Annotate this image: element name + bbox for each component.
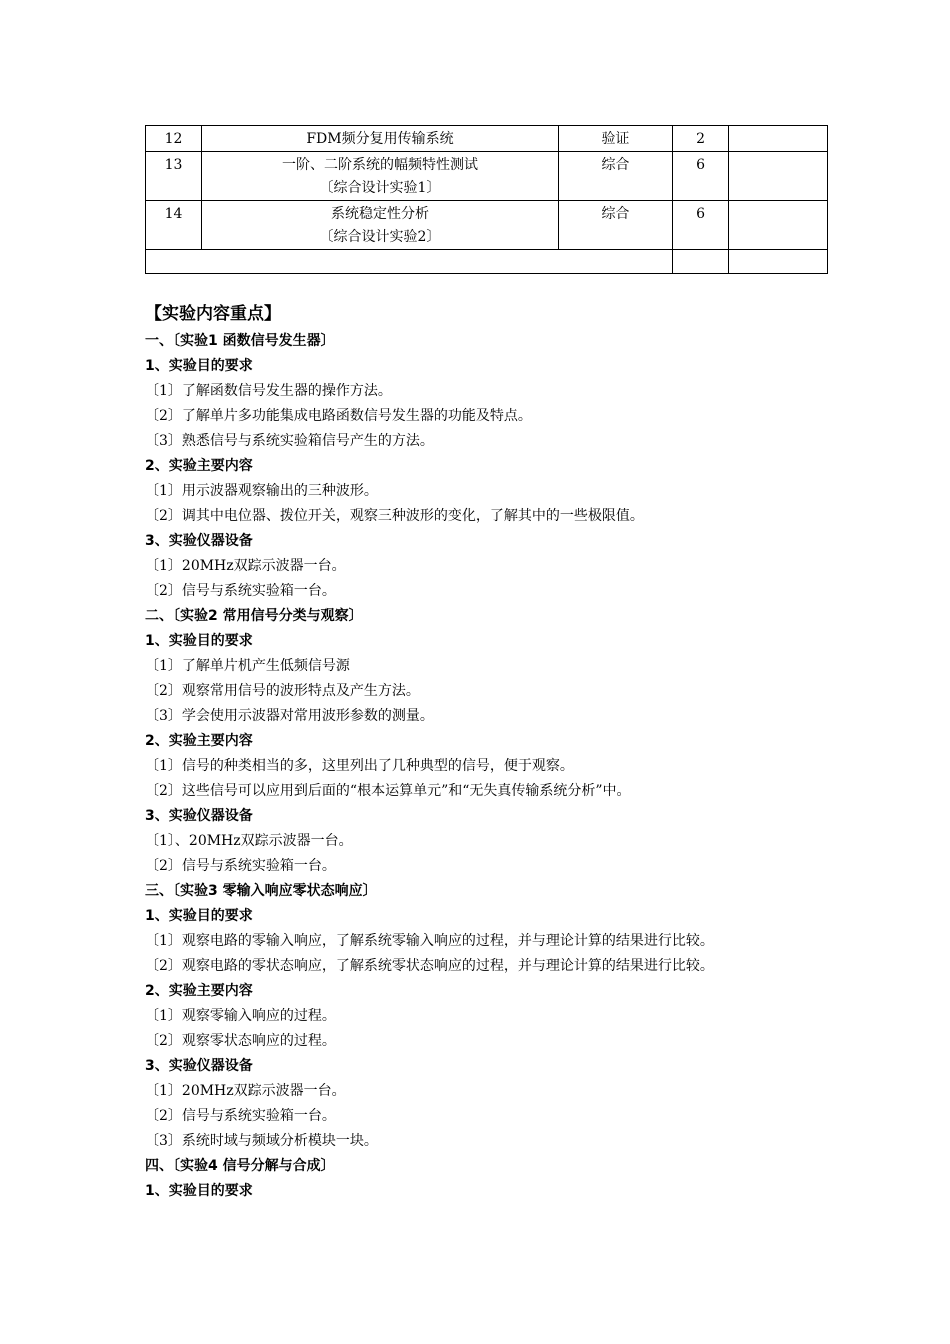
- table-cell-name-line: 〔综合设计实验1〕: [319, 180, 441, 196]
- table-cell-name: [202, 152, 559, 201]
- text-line: 〔2〕观察零状态响应的过程。: [145, 1033, 336, 1049]
- text-line: 〔2〕信号与系统实验箱一台。: [145, 583, 336, 599]
- text-line: 〔1〕观察零输入响应的过程。: [145, 1008, 336, 1024]
- heading-line: 3、实验仪器设备: [145, 533, 253, 549]
- heading-line: 2、实验主要内容: [145, 458, 253, 474]
- text-line: 〔1〕用示波器观察输出的三种波形。: [145, 483, 378, 499]
- text-line: 〔3〕系统时域与频域分析模块一块。: [145, 1133, 378, 1149]
- text-line: 〔1〕、20MHz双踪示波器一台。: [145, 833, 353, 849]
- table-cell-name-line: 〔综合设计实验2〕: [319, 229, 441, 245]
- text-line: 〔2〕这些信号可以应用到后面的“根本运算单元”和“无失真传输系统分析”中。: [145, 783, 631, 799]
- table-cell-number: 13: [146, 152, 202, 201]
- table-cell-name: [202, 126, 559, 152]
- experiment-table-container: [145, 125, 828, 274]
- heading-line: 3、实验仪器设备: [145, 1058, 253, 1074]
- table-cell-note: [729, 152, 828, 201]
- table-cell-name-line: FDM频分复用传输系统: [306, 131, 454, 147]
- experiment-content: [145, 300, 845, 1204]
- table-cell-type: 综合: [558, 152, 672, 201]
- text-line: 〔2〕观察电路的零状态响应，了解系统零状态响应的过程，并与理论计算的结果进行比较。: [145, 958, 714, 974]
- heading-line: 2、实验主要内容: [145, 983, 253, 999]
- heading-line: 3、实验仪器设备: [145, 808, 253, 824]
- heading-line: 1、实验目的要求: [145, 358, 253, 374]
- text-line: 〔1〕了解函数信号发生器的操作方法。: [145, 383, 392, 399]
- table-cell-note: [729, 126, 828, 152]
- heading-line: 1、实验目的要求: [145, 633, 253, 649]
- text-line: 〔2〕观察常用信号的波形特点及产生方法。: [145, 683, 420, 699]
- table-cell-type: 验证: [558, 126, 672, 152]
- table-cell-note: [729, 201, 828, 250]
- table-cell-hours: 2: [673, 126, 729, 152]
- text-line: 〔2〕信号与系统实验箱一台。: [145, 858, 336, 874]
- text-line: 〔1〕了解单片机产生低频信号源: [145, 658, 350, 674]
- text-line: 〔1〕观察电路的零输入响应，了解系统零输入响应的过程，并与理论计算的结果进行比较。: [145, 933, 714, 949]
- heading-line: 2、实验主要内容: [145, 733, 253, 749]
- table-row: [146, 152, 828, 201]
- heading-line: 四、〔实验4 信号分解与合成〕: [145, 1158, 335, 1174]
- heading-line: 二、〔实验2 常用信号分类与观察〕: [145, 608, 363, 624]
- heading-line: 一、〔实验1 函数信号发生器〕: [145, 333, 335, 349]
- heading-line: 1、实验目的要求: [145, 908, 253, 924]
- content-lines: [145, 329, 845, 1204]
- table-cell-hours: [673, 250, 729, 274]
- table-cell-type: 综合: [558, 201, 672, 250]
- text-line: 〔2〕调其中电位器、拨位开关，观察三种波形的变化，了解其中的一些极限值。: [145, 508, 644, 524]
- table-cell-name-line: 一阶、二阶系统的幅频特性测试: [281, 157, 478, 173]
- heading-line: 三、〔实验3 零输入响应零状态响应〕: [145, 883, 377, 899]
- section-title: 【实验内容重点】: [145, 304, 281, 324]
- table-cell-empty: [146, 250, 673, 274]
- text-line: 〔1〕信号的种类相当的多，这里列出了几种典型的信号，便于观察。: [145, 758, 574, 774]
- table-cell-hours: 6: [673, 152, 729, 201]
- table-row: [146, 201, 828, 250]
- experiment-table: [145, 125, 828, 274]
- text-line: 〔1〕20MHz双踪示波器一台。: [145, 558, 346, 574]
- text-line: 〔3〕学会使用示波器对常用波形参数的测量。: [145, 708, 434, 724]
- heading-line: 1、实验目的要求: [145, 1183, 253, 1199]
- table-row: [146, 126, 828, 152]
- table-cell-hours: 6: [673, 201, 729, 250]
- table-row: [146, 250, 828, 274]
- text-line: 〔2〕信号与系统实验箱一台。: [145, 1108, 336, 1124]
- table-cell-name-line: 系统稳定性分析: [330, 206, 429, 222]
- table-cell-name: [202, 201, 559, 250]
- text-line: 〔2〕了解单片多功能集成电路函数信号发生器的功能及特点。: [145, 408, 532, 424]
- table-cell-number: 12: [146, 126, 202, 152]
- text-line: 〔3〕熟悉信号与系统实验箱信号产生的方法。: [145, 433, 434, 449]
- text-line: 〔1〕20MHz双踪示波器一台。: [145, 1083, 346, 1099]
- table-cell-number: 14: [146, 201, 202, 250]
- table-cell-note: [729, 250, 828, 274]
